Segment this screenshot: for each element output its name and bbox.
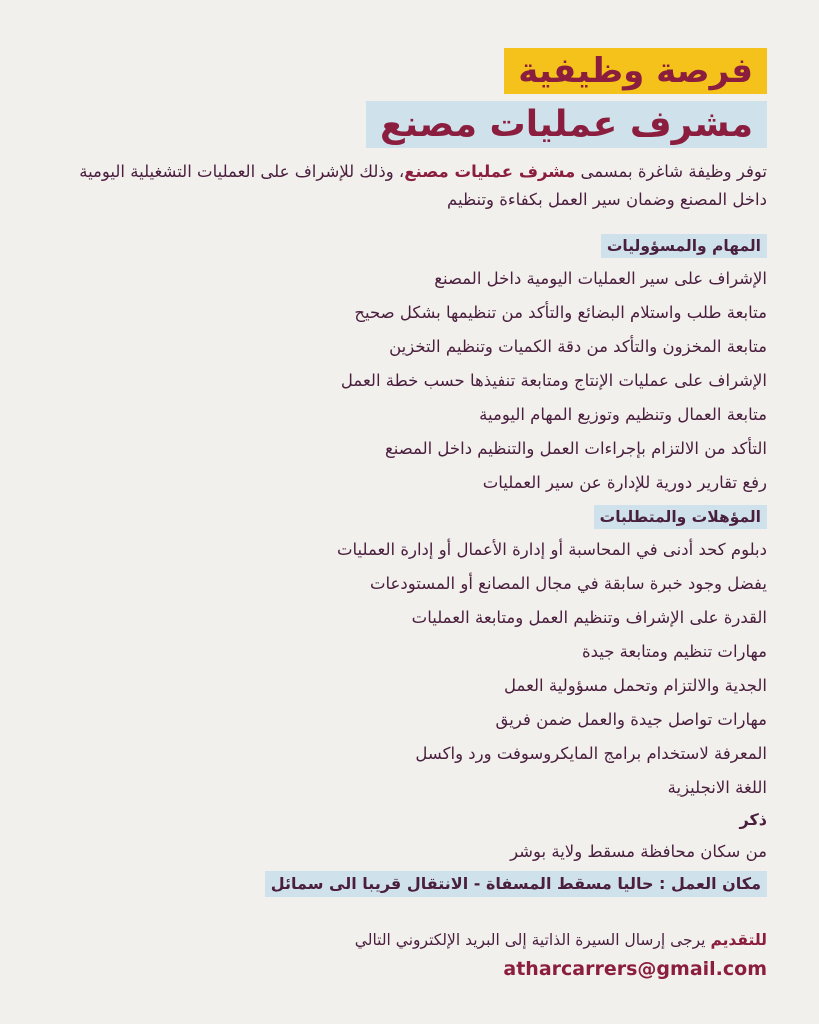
intro-paragraph (47, 158, 767, 214)
qualifications-heading: المؤهلات والمتطلبات (594, 505, 767, 529)
list-item: متابعة العمال وتنظيم وتوزيع المهام اليومية (479, 405, 767, 424)
email-link[interactable]: atharcarrers@gmail.com (503, 958, 767, 980)
list-item: متابعة طلب واستلام البضائع والتأكد من تنظيمها بشكل صحيح (354, 303, 767, 322)
qualifications-section (47, 505, 767, 869)
responsibilities-section (47, 234, 767, 500)
intro-job-title: مشرف عمليات مصنع (404, 162, 576, 181)
list-item: الجدية والالتزام وتحمل مسؤولية العمل (504, 676, 767, 695)
list-item: الإشراف على سير العمليات اليومية داخل المصنع (434, 269, 767, 288)
apply-instructions (47, 926, 767, 954)
list-item: مهارات تواصل جيدة والعمل ضمن فريق (495, 710, 767, 729)
list-item: القدرة على الإشراف وتنظيم العمل ومتابعة العمليات (411, 608, 767, 627)
job-title: مشرف عمليات مصنع (366, 101, 767, 148)
apply-section (47, 926, 767, 984)
page-title: فرصة وظيفية (504, 48, 767, 94)
list-item: المعرفة لاستخدام برامج المايكروسوفت ورد واكسل (415, 744, 767, 763)
intro-text: توفر وظيفة شاغرة بمسمى (575, 162, 767, 181)
apply-text: يرجى إرسال السيرة الذاتية إلى البريد الإلكتروني التالي (354, 931, 711, 949)
list-item: التأكد من الالتزام بإجراءات العمل والتنظيم داخل المصنع (384, 439, 767, 458)
list-item: دبلوم كحد أدنى في المحاسبة أو إدارة الأعمال أو إدارة العمليات (336, 540, 767, 559)
gender-requirement: ذكر (739, 810, 767, 829)
list-item: متابعة المخزون والتأكد من دقة الكميات وتنظيم التخزين (389, 337, 767, 356)
work-location: مكان العمل : حاليا مسقط المسفاة - الانتقال قريبا الى سمائل (265, 871, 767, 897)
residence-requirement: من سكان محافظة مسقط ولاية بوشر (510, 842, 767, 861)
intro-text: ، وذلك للإشراف على العمليات التشغيلية اليومية داخل المصنع وضمان سير العمل بكفاءة وتنظيم (79, 162, 767, 209)
location-section (47, 871, 767, 897)
list-item: رفع تقارير دورية للإدارة عن سير العمليات (482, 473, 767, 492)
list-item: الإشراف على عمليات الإنتاج ومتابعة تنفيذها حسب خطة العمل (340, 371, 767, 390)
responsibilities-heading: المهام والمسؤوليات (601, 234, 767, 258)
list-item: مهارات تنظيم ومتابعة جيدة (581, 642, 767, 661)
list-item: يفضل وجود خبرة سابقة في مجال المصانع أو المستودعات (370, 574, 767, 593)
apply-label: للتقديم (710, 931, 767, 949)
list-item: اللغة الانجليزية (667, 778, 767, 797)
